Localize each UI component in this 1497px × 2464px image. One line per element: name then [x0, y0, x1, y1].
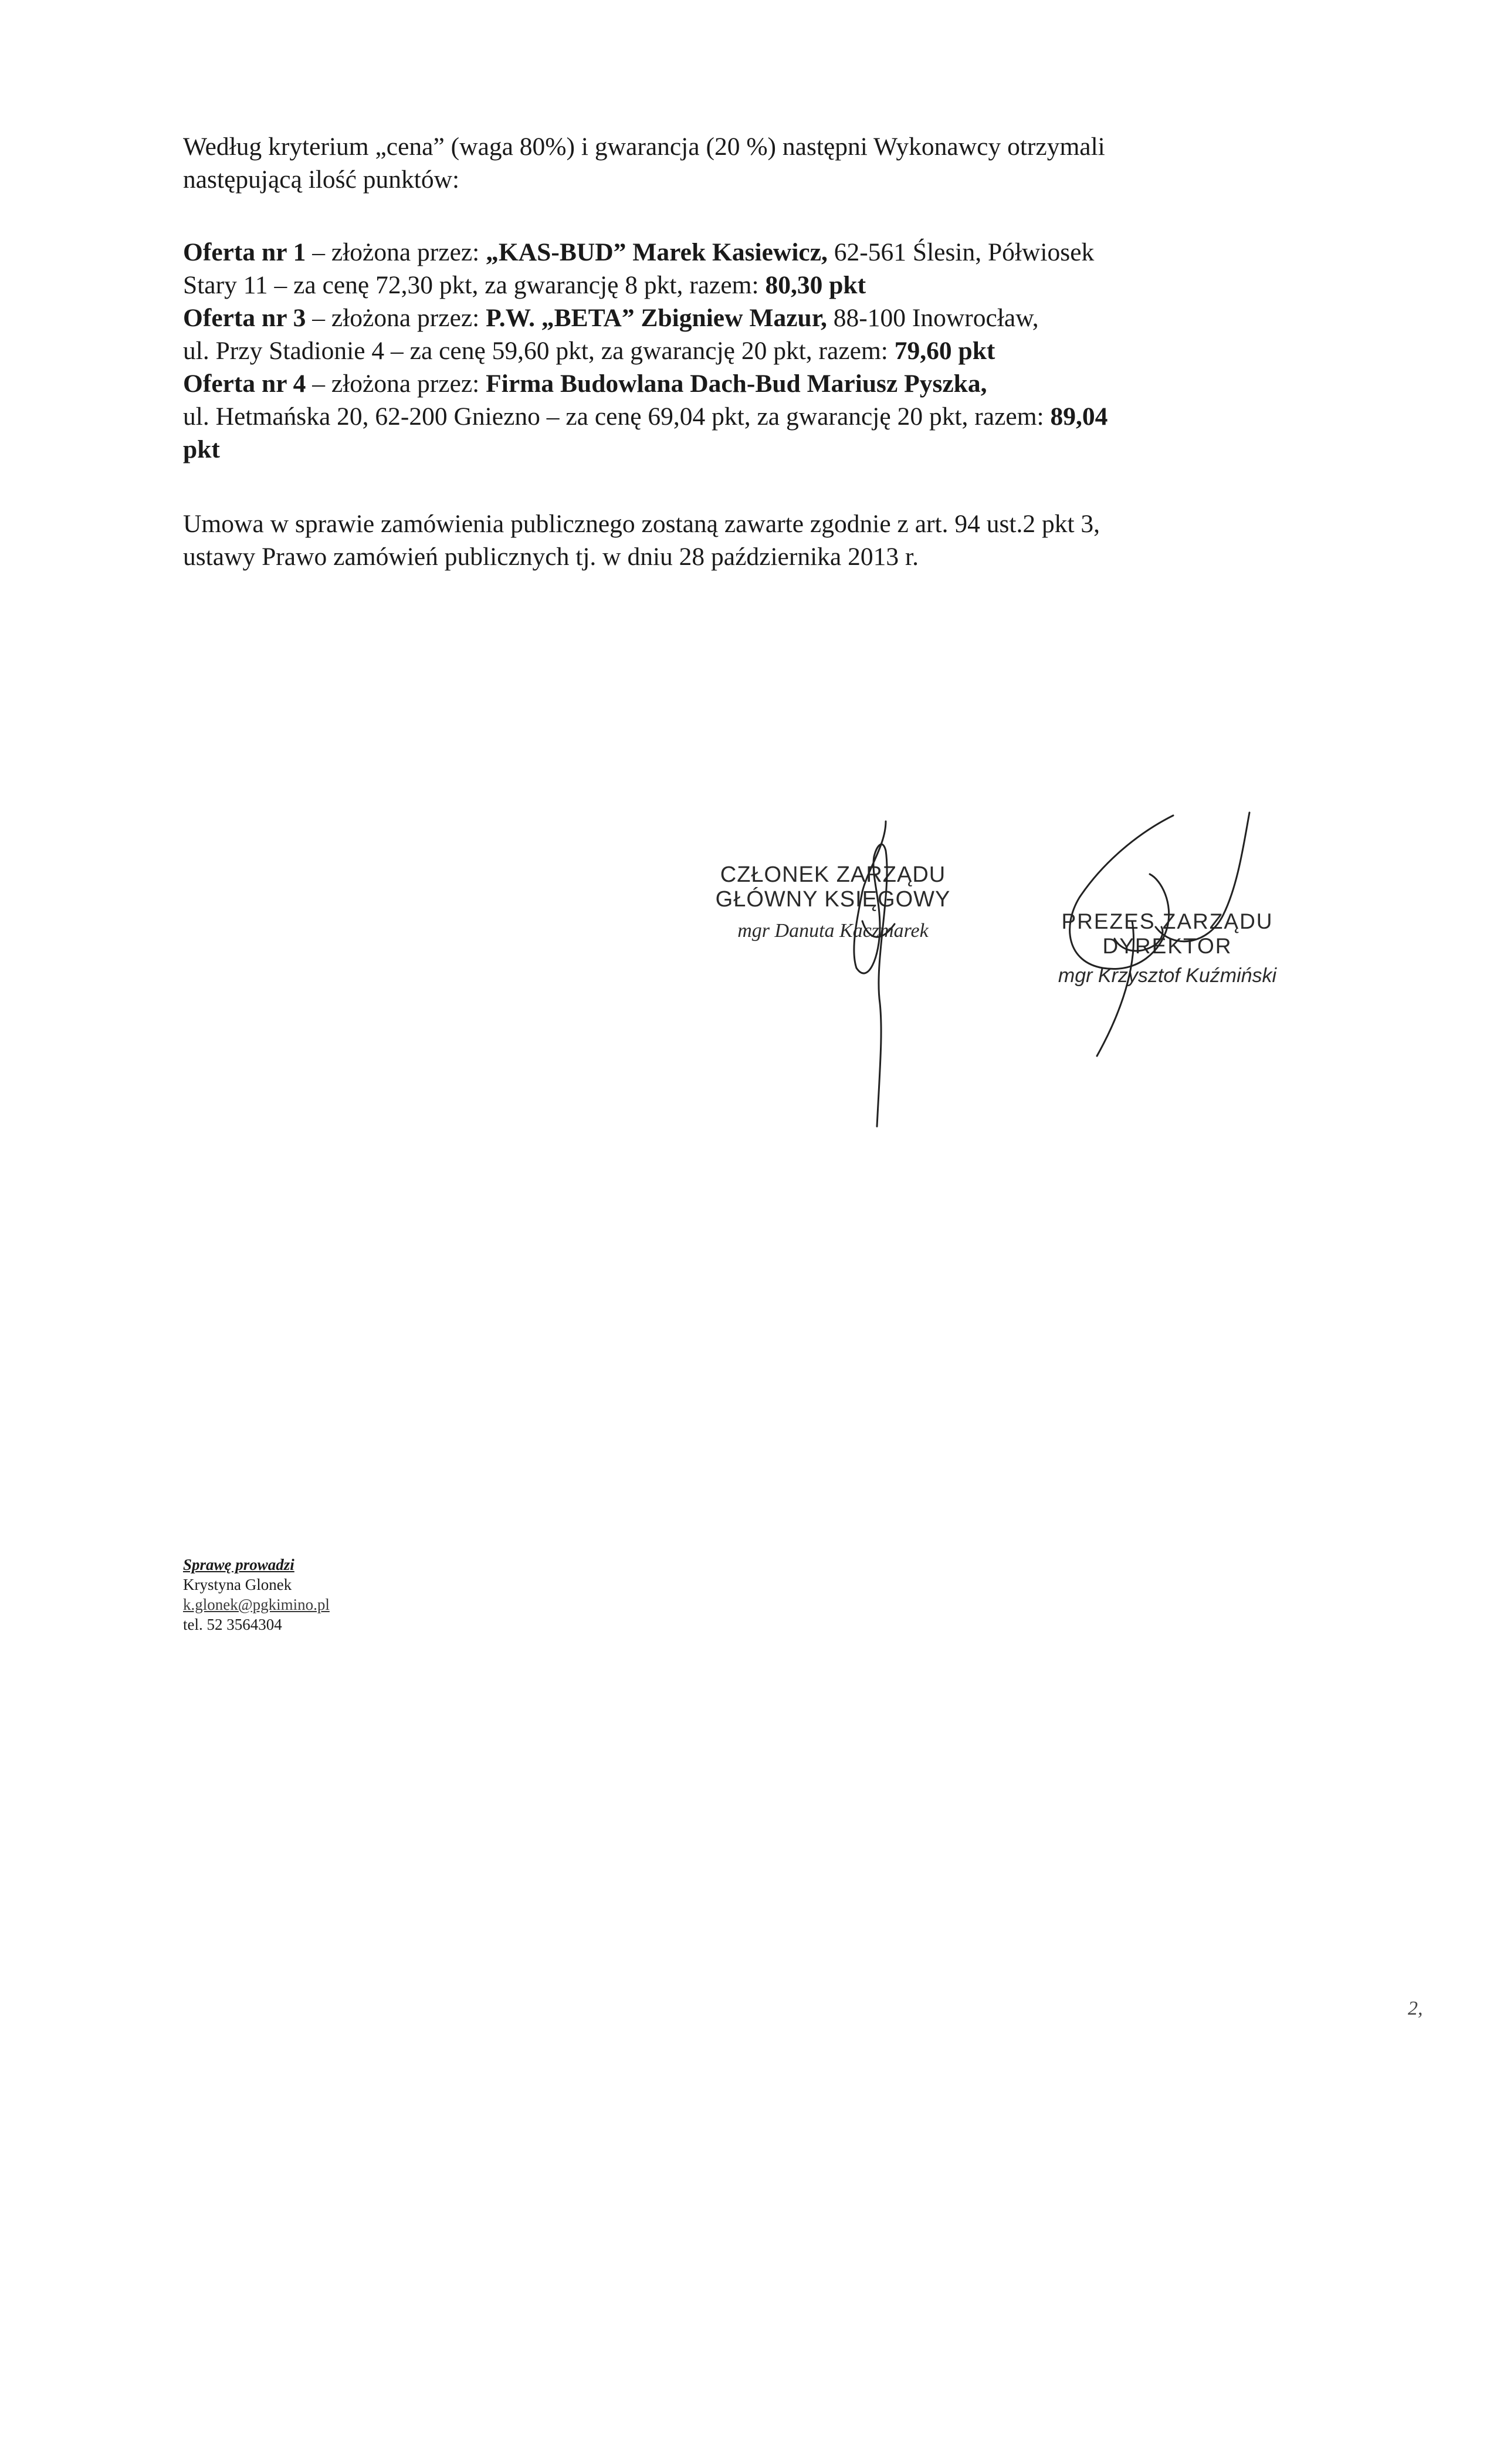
offer-3-line-1	[183, 302, 1303, 334]
offer-3-label: Oferta nr 3	[183, 304, 306, 332]
offer-4-address-b: ul. Hetmańska 20, 62-200 Gniezno – za cenę 69,04 pkt, za gwarancję 20 pkt, razem:	[183, 402, 1051, 431]
footer-title: Sprawę prowadzi	[183, 1556, 294, 1573]
offer-4-total-cont: pkt	[183, 435, 220, 463]
footer-email[interactable]: k.glonek@pgkimino.pl	[183, 1596, 330, 1613]
intro-line-2: następującą ilość punktów:	[183, 165, 460, 194]
offer-4-line-2	[183, 400, 1303, 433]
offer-4-line-1	[183, 367, 1303, 400]
offer-1-total: 80,30 pkt	[765, 271, 866, 299]
footer-name: Krystyna Glonek	[183, 1576, 292, 1593]
offer-1-label: Oferta nr 1	[183, 238, 306, 266]
offer-3-address-a: 88-100 Inowrocław,	[827, 304, 1039, 332]
closing-paragraph	[183, 507, 1303, 573]
stamp-right-name: mgr Krzysztof Kuźmiński	[1058, 964, 1277, 987]
offer-3-address-b: ul. Przy Stadionie 4 – za cenę 59,60 pkt, za gwarancję 20 pkt, razem:	[183, 337, 895, 365]
offer-4-label: Oferta nr 4	[183, 370, 306, 398]
signature-right-curl	[1115, 927, 1163, 951]
offer-3-line-2	[183, 334, 1303, 367]
offer-1-company: „KAS-BUD” Marek Kasiewicz,	[486, 238, 828, 266]
offer-4-total: 89,04	[1050, 402, 1108, 431]
handwritten-signatures	[692, 810, 1349, 1138]
offer-3-total: 79,60 pkt	[894, 337, 995, 365]
intro-line-1: Według kryterium „cena” (waga 80%) i gwarancja (20 %) następni Wykonawcy otrzymali	[183, 133, 1105, 161]
stamp-right-line-1: PREZES ZARZĄDU	[1061, 909, 1274, 933]
stamp-left-line-2: GŁÓWNY KSIĘGOWY	[715, 887, 951, 912]
offer-1-sep: – złożona przez:	[306, 238, 486, 266]
stamp-right-line-2: DYREKTOR	[1102, 934, 1232, 958]
footer-contact	[183, 1555, 330, 1634]
stamp-left-name: mgr Danuta Kaczmarek	[737, 920, 929, 942]
stamp-left-line-1: CZŁONEK ZARZĄDU	[720, 862, 946, 887]
offer-1-line-1	[183, 236, 1303, 269]
offer-4-company: Firma Budowlana Dach-Bud Mariusz Pyszka,	[486, 370, 987, 398]
signature-left	[854, 821, 887, 1126]
signature-area	[692, 810, 1349, 1138]
closing-line-2: ustawy Prawo zamówień publicznych tj. w dniu 28 października 2013 r.	[183, 543, 919, 571]
closing-line-1: Umowa w sprawie zamówienia publicznego zostaną zawarte zgodnie z art. 94 ust.2 pkt 3,	[183, 510, 1100, 538]
offer-1-line-2	[183, 269, 1303, 302]
offer-1-address-b: Stary 11 – za cenę 72,30 pkt, za gwarancję 8 pkt, razem:	[183, 271, 766, 299]
signature-right-stroke	[1097, 813, 1249, 1056]
signature-left-flourish	[862, 921, 895, 937]
intro-paragraph	[183, 130, 1303, 196]
footer-phone: tel. 52 3564304	[183, 1616, 282, 1633]
offer-1-address-a: 62-561 Ślesin, Półwiosek	[827, 238, 1095, 266]
offer-3-company: P.W. „BETA” Zbigniew Mazur,	[486, 304, 827, 332]
offer-3-sep: – złożona przez:	[306, 304, 486, 332]
offers-list	[183, 236, 1303, 466]
offer-4-sep: – złożona przez:	[306, 370, 486, 398]
page-number-mark: 2,	[1408, 1998, 1423, 2019]
